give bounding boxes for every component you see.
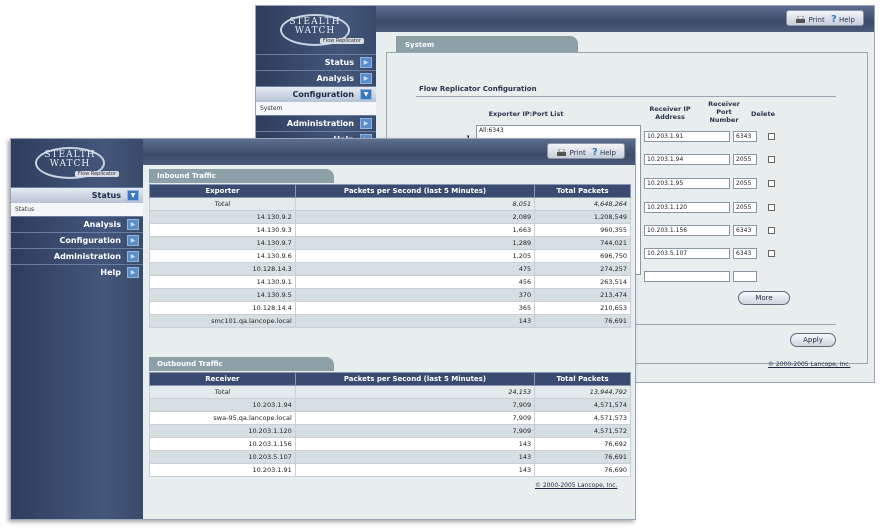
help-icon: ? <box>591 147 598 158</box>
table-cell: 10.203.1.156 <box>150 438 296 451</box>
divider <box>636 324 836 325</box>
chevron-right-icon: ▶ <box>360 57 372 68</box>
table-cell: 143 <box>295 451 534 464</box>
table-cell: 10.203.5.107 <box>150 451 296 464</box>
main-nav <box>256 54 376 147</box>
table-row <box>150 289 631 302</box>
nav-status[interactable]: Status ▶ <box>256 54 376 70</box>
print-button[interactable]: Print <box>556 149 588 157</box>
table-row <box>150 250 631 263</box>
more-button[interactable]: More <box>738 291 790 305</box>
col-pps[interactable]: Packets per Second (last 5 Minutes) <box>295 185 534 198</box>
col-pps[interactable]: Packets per Second (last 5 Minutes) <box>295 373 534 386</box>
table-cell: 10.128.14.3 <box>150 263 296 276</box>
nav-configuration[interactable]: Configuration ▶ <box>11 232 143 248</box>
table-cell: 1,663 <box>295 224 534 237</box>
chevron-right-icon: ▶ <box>127 251 139 262</box>
table-row-total <box>150 386 631 399</box>
receiver-port-input[interactable]: 2055 <box>733 202 757 213</box>
receiver-ip-input[interactable]: 10.203.1.94 <box>644 154 730 165</box>
help-button[interactable]: ? Help <box>591 147 616 158</box>
table-cell: 24,153 <box>295 386 534 399</box>
table-cell: smc101.qa.lancope.local <box>150 315 296 328</box>
receiver-port-input[interactable]: 2055 <box>733 178 757 189</box>
receiver-ip-input[interactable]: 10.203.1.156 <box>644 225 730 236</box>
printer-icon <box>556 149 567 158</box>
nav-administration[interactable]: Administration ▶ <box>256 115 376 131</box>
stealthwatch-logo: STEALTH WATCH Flow Replicator <box>27 147 113 179</box>
copyright-link[interactable]: © 2000-2005 Lancope, Inc. <box>535 482 618 489</box>
table-cell: 1,205 <box>295 250 534 263</box>
table-cell: 7,909 <box>295 425 534 438</box>
chevron-right-icon: ▶ <box>360 73 372 84</box>
help-icon: ? <box>830 14 837 25</box>
exporter-list-textarea[interactable]: All:6343 <box>476 125 641 275</box>
table-cell: 744,021 <box>535 237 631 250</box>
col-receiver[interactable]: Receiver <box>150 373 296 386</box>
table-cell: 7,909 <box>295 399 534 412</box>
table-cell: Total <box>150 198 296 211</box>
table-row <box>150 399 631 412</box>
header-receiver-ip: Receiver IP Address <box>649 105 691 121</box>
status-window <box>10 138 636 520</box>
toolbar <box>786 10 864 26</box>
tab-system[interactable]: System <box>396 36 578 52</box>
delete-checkbox[interactable] <box>768 204 775 211</box>
receiver-port-input[interactable]: 2055 <box>733 154 757 165</box>
table-cell: 76,690 <box>535 464 631 477</box>
table-cell: 76,691 <box>535 315 631 328</box>
table-cell: 14.130.9.5 <box>150 289 296 302</box>
col-total-packets[interactable]: Total Packets <box>535 185 631 198</box>
table-cell: 143 <box>295 464 534 477</box>
tab-outbound-traffic: Outbound Traffic <box>149 357 334 371</box>
table-cell: 213,474 <box>535 289 631 302</box>
delete-checkbox[interactable] <box>768 156 775 163</box>
help-button[interactable]: ? Help <box>830 14 855 25</box>
receiver-ip-input[interactable]: 10.203.5.107 <box>644 248 730 259</box>
receiver-ip-input[interactable]: 10.203.1.120 <box>644 202 730 213</box>
table-row <box>150 425 631 438</box>
header-exporter: Exporter IP:Port List <box>488 110 564 118</box>
table-row <box>150 412 631 425</box>
table-row <box>150 464 631 477</box>
toolbar <box>547 143 625 159</box>
table-cell: 10.203.1.94 <box>150 399 296 412</box>
table-cell: 76,692 <box>535 438 631 451</box>
chevron-right-icon: ▶ <box>127 235 139 246</box>
delete-checkbox[interactable] <box>768 133 775 140</box>
table-row <box>150 302 631 315</box>
table-cell: 4,571,574 <box>535 399 631 412</box>
table-row <box>150 211 631 224</box>
chevron-right-icon: ▶ <box>360 118 372 129</box>
table-cell: 8,051 <box>295 198 534 211</box>
nav-sub-system[interactable]: System <box>256 102 376 115</box>
receiver-port-input[interactable]: 6343 <box>733 248 757 259</box>
table-cell: 1,289 <box>295 237 534 250</box>
table-cell: 274,257 <box>535 263 631 276</box>
nav-analysis[interactable]: Analysis ▶ <box>256 70 376 86</box>
apply-button[interactable]: Apply <box>790 333 836 347</box>
table-row <box>150 224 631 237</box>
inbound-traffic-table <box>149 184 631 328</box>
table-row-total <box>150 198 631 211</box>
tab-inbound-traffic: Inbound Traffic <box>149 169 334 183</box>
chevron-down-icon: ▼ <box>360 89 372 100</box>
table-row <box>150 237 631 250</box>
copyright-link[interactable]: © 2000-2005 Lancope, Inc. <box>768 361 851 368</box>
table-cell: 14.130.9.3 <box>150 224 296 237</box>
chevron-right-icon: ▶ <box>127 267 139 278</box>
table-cell: 10.203.1.91 <box>150 464 296 477</box>
print-button[interactable]: Print <box>795 16 827 24</box>
col-total-packets[interactable]: Total Packets <box>535 373 631 386</box>
receiver-ip-input[interactable]: 10.203.1.95 <box>644 178 730 189</box>
divider <box>416 96 836 97</box>
sidebar <box>11 139 143 519</box>
table-row <box>150 451 631 464</box>
chevron-down-icon: ▼ <box>127 190 139 201</box>
table-cell: 7,909 <box>295 412 534 425</box>
table-cell: 696,750 <box>535 250 631 263</box>
table-cell: 263,514 <box>535 276 631 289</box>
receiver-ip-input[interactable]: 10.203.1.91 <box>644 131 730 142</box>
table-cell: 76,691 <box>535 451 631 464</box>
table-cell: 210,653 <box>535 302 631 315</box>
nav-sub-status[interactable]: Status <box>11 203 143 216</box>
table-cell: 960,355 <box>535 224 631 237</box>
section-title: Flow Replicator Configuration <box>419 85 537 93</box>
table-cell: 10.128.14.4 <box>150 302 296 315</box>
table-row <box>150 438 631 451</box>
table-cell: 4,571,573 <box>535 412 631 425</box>
outbound-traffic-table <box>149 372 631 477</box>
nav-configuration[interactable]: Configuration ▼ <box>256 86 376 102</box>
table-cell: 1,208,549 <box>535 211 631 224</box>
delete-checkbox[interactable] <box>768 180 775 187</box>
nav-analysis[interactable]: Analysis ▶ <box>11 216 143 232</box>
table-cell: 365 <box>295 302 534 315</box>
nav-status[interactable]: Status ▼ <box>11 187 143 203</box>
table-cell: 456 <box>295 276 534 289</box>
header-delete: Delete <box>751 110 775 118</box>
table-cell: 4,571,572 <box>535 425 631 438</box>
receiver-ip-input-empty[interactable] <box>644 271 730 282</box>
table-cell: swa-95.qa.lancope.local <box>150 412 296 425</box>
table-cell: 143 <box>295 438 534 451</box>
table-cell: 14.130.9.7 <box>150 237 296 250</box>
table-cell: 14.130.9.2 <box>150 211 296 224</box>
nav-administration[interactable]: Administration ▶ <box>11 248 143 264</box>
receiver-port-input[interactable]: 6343 <box>733 131 757 142</box>
table-cell: 10.203.1.120 <box>150 425 296 438</box>
table-cell: 13,944,792 <box>535 386 631 399</box>
table-cell: 4,648,264 <box>535 198 631 211</box>
table-cell: 14.130.9.6 <box>150 250 296 263</box>
table-row <box>150 276 631 289</box>
table-cell: 14.130.9.1 <box>150 276 296 289</box>
main-nav <box>11 187 143 280</box>
table-cell: 475 <box>295 263 534 276</box>
stealthwatch-logo: STEALTH WATCH Flow Replicator <box>272 14 358 46</box>
chevron-right-icon: ▶ <box>127 219 139 230</box>
header-receiver-port: Receiver Port Number <box>708 100 740 124</box>
nav-help[interactable]: Help ▶ <box>11 264 143 280</box>
delete-checkbox[interactable] <box>768 227 775 234</box>
table-row <box>150 263 631 276</box>
table-cell: 143 <box>295 315 534 328</box>
receiver-port-input[interactable]: 6343 <box>733 225 757 236</box>
table-row <box>150 315 631 328</box>
col-exporter[interactable]: Exporter <box>150 185 296 198</box>
delete-checkbox[interactable] <box>768 250 775 257</box>
receiver-port-input-empty[interactable] <box>733 271 757 282</box>
table-cell: 2,089 <box>295 211 534 224</box>
table-cell: Total <box>150 386 296 399</box>
table-cell: 370 <box>295 289 534 302</box>
printer-icon <box>795 16 806 25</box>
